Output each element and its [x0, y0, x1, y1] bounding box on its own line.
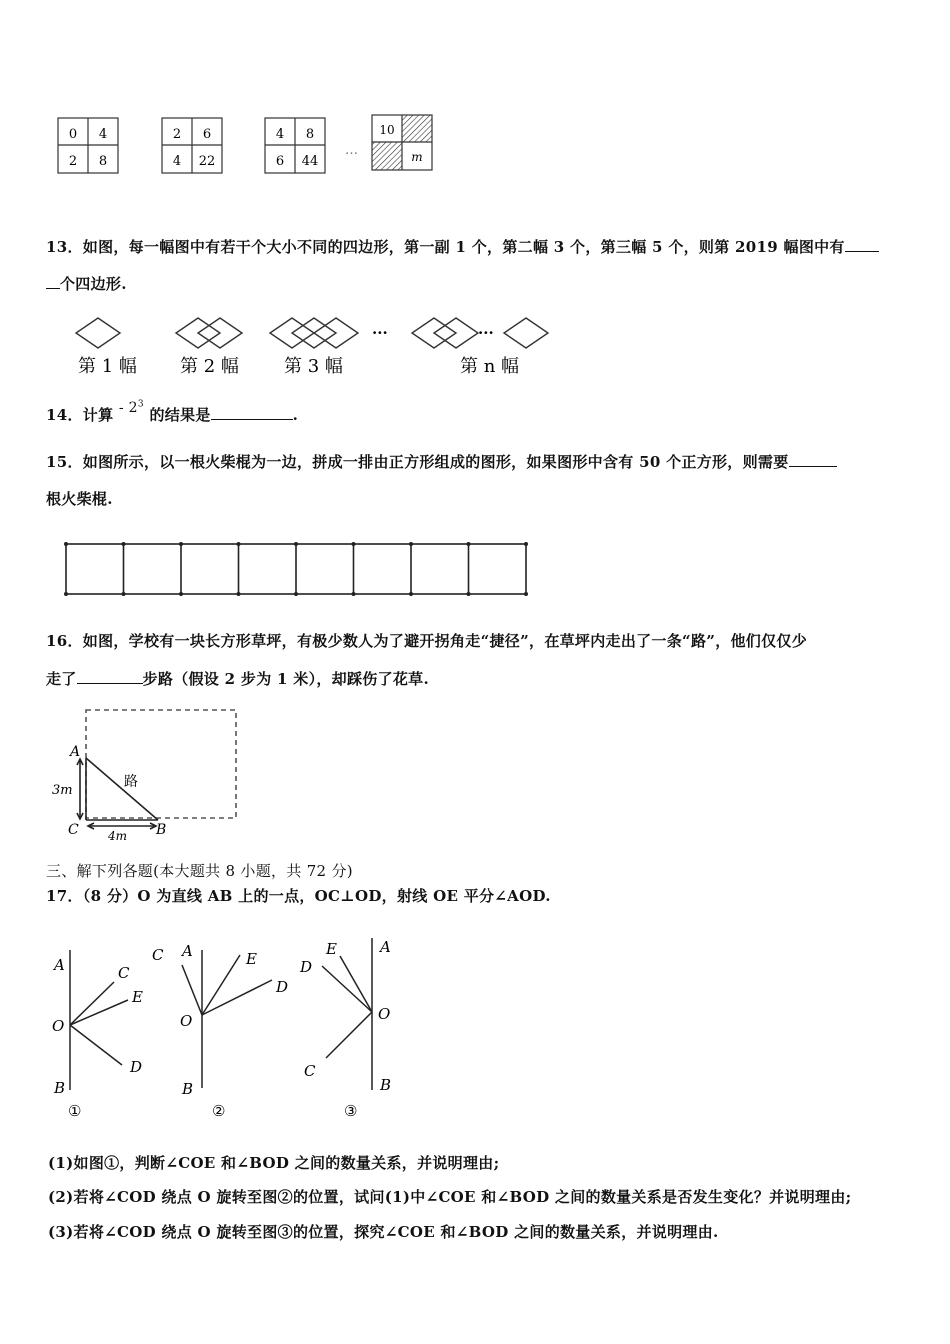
q15-matchstick-figure — [60, 538, 535, 600]
q16-text-b: 步路（假设 2 步为 1 米），却踩伤了花草. — [142, 670, 429, 688]
q14-blank — [211, 405, 293, 420]
grid-2-bl: 4 — [172, 154, 182, 169]
grid-1-tl: 0 — [68, 127, 78, 142]
grid-2-tr: 6 — [202, 127, 212, 142]
q13-text1: 13．如图，每一幅图中有若干个大小不同的四边形，第一副 1 个，第二幅 3 个，第三幅 5 个，则第 2019 幅图中有 — [46, 238, 845, 256]
q16-blank — [77, 669, 143, 684]
q16-line2 — [46, 668, 429, 689]
q16-label-B: B — [156, 822, 167, 838]
grid-3-br: 44 — [301, 154, 319, 169]
q14-suffix: 的结果是 — [149, 406, 211, 424]
q14-line — [46, 399, 299, 425]
q17-f1-C: C — [118, 964, 130, 982]
q17-f1-A: A — [54, 956, 65, 974]
q17-f1-D: D — [130, 1058, 143, 1076]
q17-fig-num-1: ① — [68, 1102, 82, 1120]
q13-dots-2: ··· — [478, 324, 494, 342]
q16-label-3m: 3m — [52, 783, 73, 798]
q13-blank-a — [845, 237, 879, 252]
q17-f3-D: D — [300, 958, 313, 976]
grid-ellipsis: … — [345, 143, 358, 158]
q15-line1 — [46, 451, 837, 472]
q16-label-4m: 4m — [108, 829, 128, 842]
q17-f1-E: E — [132, 988, 143, 1006]
q17-f3-C: C — [304, 1062, 316, 1080]
q14-expr-base: - 2 — [118, 400, 138, 416]
q14-expr-exp: 3 — [137, 399, 144, 410]
q13-rhombus-figure — [70, 310, 570, 385]
q17-f1-O: O — [52, 1017, 65, 1035]
q17-f2-E: E — [246, 950, 257, 968]
q13-label-1: 第 1 幅 — [78, 356, 137, 377]
grid-2-tl: 2 — [172, 127, 182, 142]
q15-blank — [789, 452, 837, 467]
q17-f2-D: D — [276, 978, 289, 996]
q15-text1: 15．如图所示，以一根火柴棍为一边，拼成一排由正方形组成的图形，如果图形中含有 50 个正方形，则需要 — [46, 453, 789, 471]
q17-part-1: (1)如图①，判断∠COE 和∠BOD 之间的数量关系，并说明理由; — [48, 1154, 500, 1172]
grid-3-tr: 8 — [305, 127, 315, 142]
q13-line1 — [46, 236, 879, 257]
q16-text-a: 走了 — [46, 670, 77, 688]
q13-text2: 个四边形. — [60, 275, 127, 293]
grid-4-tl: 10 — [379, 123, 395, 137]
grid-1-tr: 4 — [98, 127, 108, 142]
q17-part-2: (2)若将∠COD 绕点 O 旋转至图②的位置，试问(1)中∠COE 和∠BOD 之间的数量关系是否发生变化？并说明理由; — [48, 1188, 852, 1206]
q17-f3-A: A — [380, 938, 391, 956]
q13-line2 — [46, 273, 127, 294]
number-grids-figure — [50, 110, 440, 180]
grid-1 — [58, 118, 118, 173]
grid-1-bl: 2 — [68, 154, 78, 169]
q16-line1: 16．如图，学校有一块长方形草坪，有极少数人为了避开拐角走“捷径”，在草坪内走出了一条“路”，他们仅仅少 — [46, 632, 807, 650]
q14-expr — [119, 400, 144, 416]
q13-label-2: 第 2 幅 — [180, 356, 239, 377]
grid-3-bl: 6 — [275, 154, 285, 169]
q17-fig-num-2: ② — [212, 1102, 226, 1120]
q14-prefix: 14．计算 — [46, 406, 114, 424]
q17-stem: 17．（8 分）O 为直线 AB 上的一点，OC⊥OD，射线 OE 平分∠AOD. — [46, 887, 551, 905]
q13-dots-1: ··· — [372, 324, 388, 342]
q14-end: . — [292, 406, 299, 424]
q17-fig-num-3: ③ — [344, 1102, 358, 1120]
q13-label-3: 第 3 幅 — [284, 356, 343, 377]
q16-label-A: A — [70, 744, 81, 760]
q16-label-path: 路 — [124, 774, 138, 790]
q17-f1-B: B — [54, 1079, 66, 1097]
grid-1-br: 8 — [98, 154, 108, 169]
grid-2-br: 22 — [198, 154, 216, 169]
q17-f2-C: C — [152, 946, 164, 964]
grid-4-br: m — [411, 150, 423, 164]
grid-3-tl: 4 — [275, 127, 285, 142]
q17-f2-B: B — [182, 1080, 194, 1098]
q17-part-3: (3)若将∠COD 绕点 O 旋转至图③的位置，探究∠COE 和∠BOD 之间的数量关系，并说明理由. — [48, 1223, 719, 1241]
q17-f3-E: E — [326, 940, 337, 958]
q13-blank-b — [46, 274, 60, 289]
q17-f3-B: B — [380, 1076, 392, 1094]
q17-f2-O: O — [180, 1012, 193, 1030]
q17-angle-figures — [44, 930, 414, 1125]
q17-f3-O: O — [378, 1005, 391, 1023]
q15-line2: 根火柴棍. — [46, 490, 113, 508]
q17-f2-A: A — [182, 942, 193, 960]
q16-label-C: C — [68, 822, 79, 838]
q16-lawn-figure — [46, 702, 246, 842]
section3-heading: 三、解下列各题(本大题共 8 小题，共 72 分) — [46, 862, 353, 880]
q13-label-n: 第 n 幅 — [460, 356, 520, 377]
